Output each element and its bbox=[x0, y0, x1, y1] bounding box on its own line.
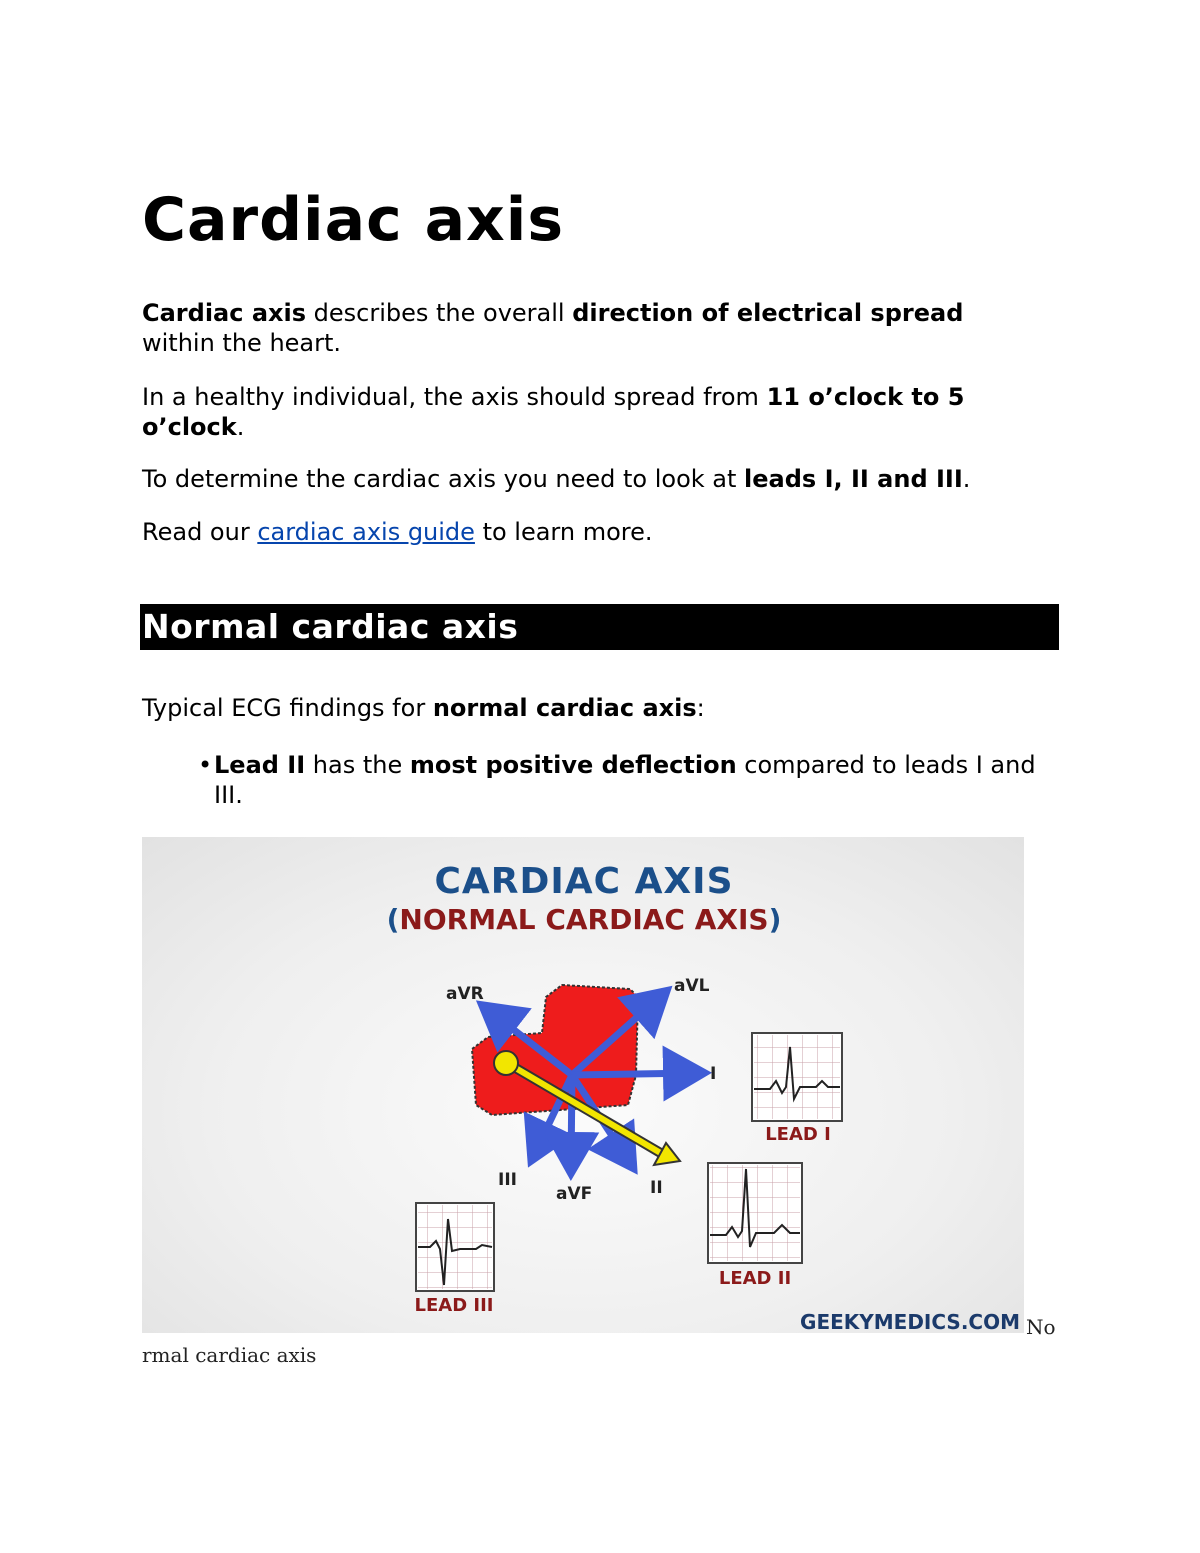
bullet-text-2: compared to leads I and III. bbox=[214, 751, 1036, 809]
list-item bbox=[198, 750, 1038, 810]
intro-text-1: describes the overall bbox=[306, 299, 573, 327]
lead-i-arrow bbox=[572, 1073, 698, 1075]
diagram-title: CARDIAC AXIS bbox=[434, 861, 734, 902]
label-lead-i: I bbox=[710, 1064, 717, 1084]
determine-paragraph bbox=[142, 464, 1042, 494]
section-heading-normal-cardiac-axis: Normal cardiac axis bbox=[140, 604, 1059, 650]
determine-bold: leads I, II and III bbox=[744, 465, 963, 493]
healthy-text-1: In a healthy individual, the axis should spread from bbox=[142, 383, 767, 411]
label-avr: aVR bbox=[446, 984, 484, 1004]
healthy-text-2: . bbox=[236, 413, 245, 441]
label-avl: aVL bbox=[674, 976, 710, 996]
bullet-bold-1: Lead II bbox=[214, 751, 306, 779]
ecg-lead-ii bbox=[708, 1163, 802, 1289]
findings-text-1: Typical ECG findings for bbox=[142, 694, 433, 722]
subtitle-paren-close: ) bbox=[768, 903, 782, 936]
ecg-lead-iii-label: LEAD III bbox=[414, 1295, 494, 1316]
bullet-marker: • bbox=[198, 751, 213, 779]
brand-watermark: GEEKYMEDICS.COM bbox=[800, 1310, 1020, 1333]
figure-caption-part2: rmal cardiac axis bbox=[142, 1343, 317, 1367]
intro-paragraph bbox=[142, 298, 1042, 358]
findings-text-2: : bbox=[696, 694, 705, 722]
label-lead-iii: III bbox=[498, 1170, 517, 1190]
determine-text-2: . bbox=[962, 465, 971, 493]
findings-bold: normal cardiac axis bbox=[432, 694, 697, 722]
diagram-subtitle bbox=[387, 903, 782, 936]
subtitle-paren-open: ( bbox=[386, 903, 400, 936]
ecg-lead-ii-label: LEAD II bbox=[718, 1268, 792, 1289]
read-more-text-2: to learn more. bbox=[474, 518, 653, 546]
healthy-paragraph bbox=[142, 382, 1042, 442]
cardiac-axis-guide-link[interactable]: cardiac axis guide bbox=[257, 518, 475, 546]
intro-text-2: within the heart. bbox=[142, 329, 342, 357]
determine-text-1: To determine the cardiac axis you need to look at bbox=[142, 465, 745, 493]
ecg-lead-i bbox=[752, 1033, 842, 1145]
ecg-lead-i-label: LEAD I bbox=[765, 1124, 831, 1145]
label-avf: aVF bbox=[556, 1184, 593, 1204]
bullet-text-1: has the bbox=[305, 751, 410, 779]
intro-bold-term: Cardiac axis bbox=[142, 299, 307, 327]
figure-caption-part1: No bbox=[1026, 1315, 1056, 1339]
cardiac-axis-diagram bbox=[142, 837, 1024, 1333]
ecg-lead-iii bbox=[415, 1203, 495, 1316]
subtitle-text: NORMAL CARDIAC AXIS bbox=[399, 903, 769, 936]
page-title: Cardiac axis bbox=[142, 185, 565, 255]
bullet-bold-2: most positive deflection bbox=[409, 751, 737, 779]
intro-bold-phrase: direction of electrical spread bbox=[572, 299, 964, 327]
read-more-paragraph bbox=[142, 517, 1042, 547]
avf-arrow bbox=[571, 1075, 572, 1167]
read-more-text-1: Read our bbox=[142, 518, 258, 546]
findings-intro-paragraph bbox=[142, 693, 1042, 723]
healthy-bold: 11 o’clock to 5 o’clock bbox=[142, 383, 965, 441]
label-lead-ii: II bbox=[650, 1178, 663, 1198]
